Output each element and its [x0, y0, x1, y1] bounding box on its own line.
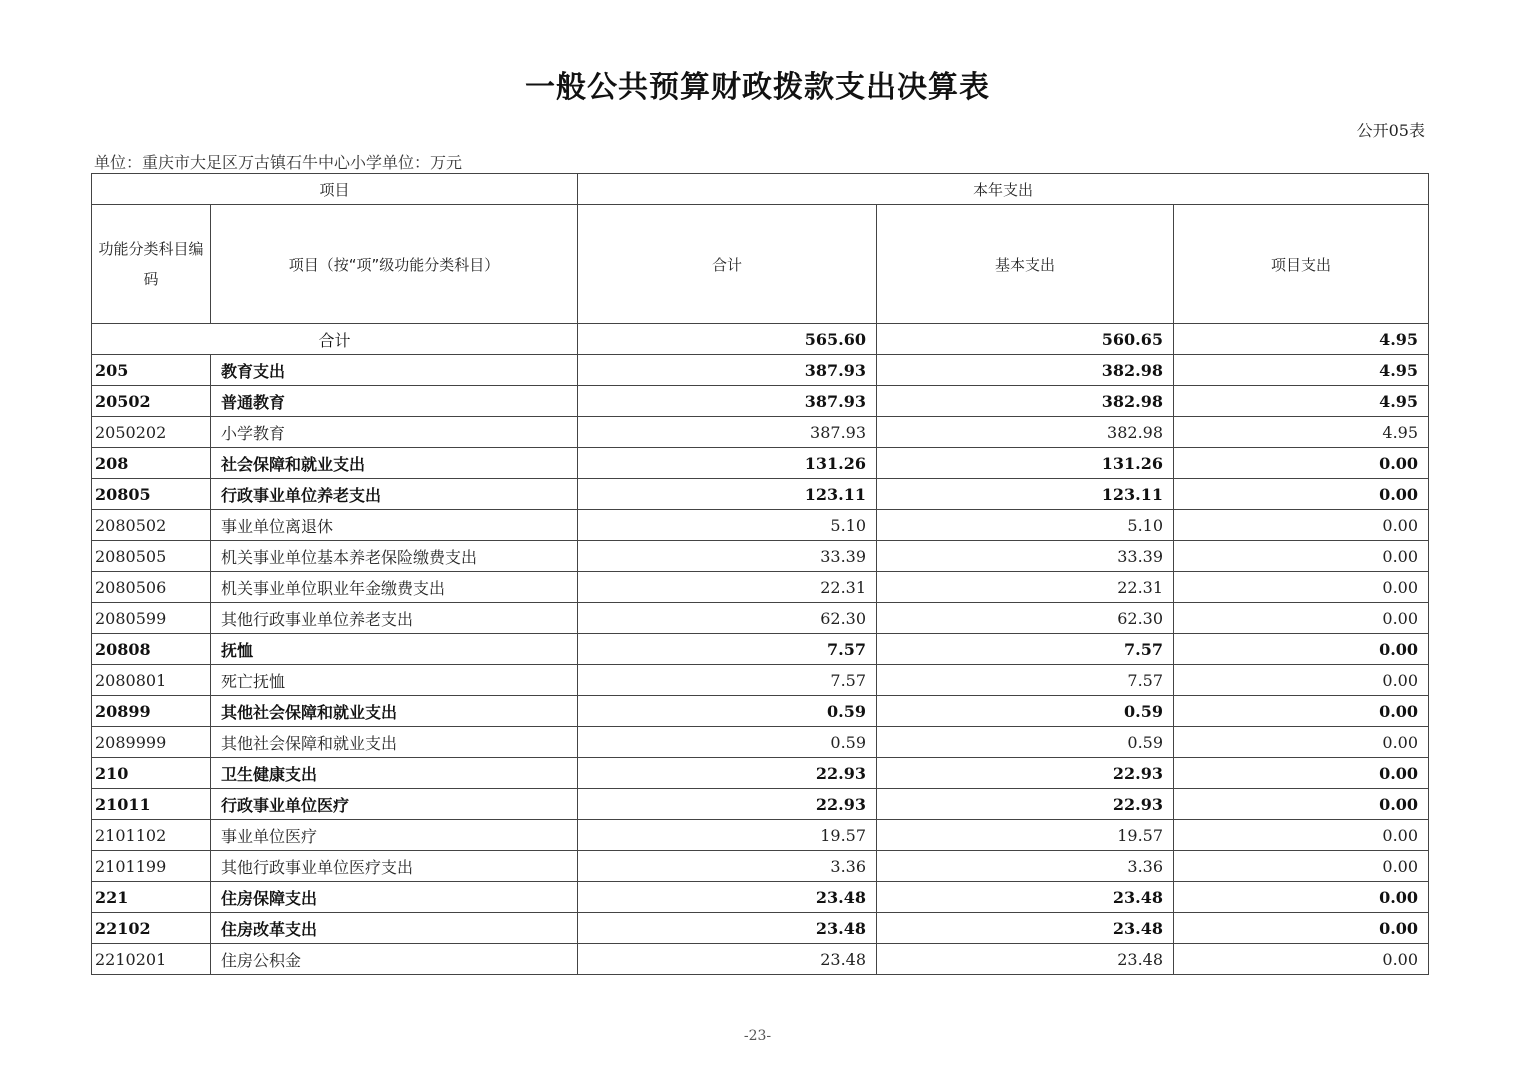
row-total: 23.48: [578, 944, 877, 975]
row-code: 20502: [92, 386, 211, 417]
row-code: 205: [92, 355, 211, 386]
row-name: 事业单位离退休: [211, 510, 578, 541]
table-row: [92, 541, 1429, 572]
form-number: 公开05表: [1356, 121, 1425, 140]
row-total: 19.57: [578, 820, 877, 851]
row-basic: 3.36: [877, 851, 1174, 882]
header-total: 合计: [578, 205, 877, 324]
table-row: [92, 851, 1429, 882]
row-basic: 382.98: [877, 355, 1174, 386]
row-project: 0.00: [1174, 913, 1429, 944]
row-basic: 382.98: [877, 386, 1174, 417]
table-row: [92, 386, 1429, 417]
row-total: 62.30: [578, 603, 877, 634]
table-row: [92, 448, 1429, 479]
row-basic: 22.31: [877, 572, 1174, 603]
row-code: 221: [92, 882, 211, 913]
table-row: [92, 603, 1429, 634]
row-name: 机关事业单位基本养老保险缴费支出: [211, 541, 578, 572]
table-row: [92, 479, 1429, 510]
row-project: 4.95: [1174, 355, 1429, 386]
row-code: 2080502: [92, 510, 211, 541]
row-project: 0.00: [1174, 851, 1429, 882]
header-code: 功能分类科目编码: [92, 205, 211, 324]
row-project: 0.00: [1174, 603, 1429, 634]
row-name: 死亡抚恤: [211, 665, 578, 696]
row-total: 7.57: [578, 665, 877, 696]
total-basic: 560.65: [877, 324, 1174, 355]
row-name: 住房保障支出: [211, 882, 578, 913]
row-code: 2050202: [92, 417, 211, 448]
row-total: 33.39: [578, 541, 877, 572]
row-basic: 7.57: [877, 665, 1174, 696]
row-code: 2210201: [92, 944, 211, 975]
header-project: 项目支出: [1174, 205, 1429, 324]
header-item-group: 项目: [92, 174, 578, 205]
row-total: 22.93: [578, 758, 877, 789]
row-total: 7.57: [578, 634, 877, 665]
row-code: 2080505: [92, 541, 211, 572]
total-row: [92, 324, 1429, 355]
row-basic: 62.30: [877, 603, 1174, 634]
row-project: 0.00: [1174, 758, 1429, 789]
row-basic: 5.10: [877, 510, 1174, 541]
row-total: 387.93: [578, 417, 877, 448]
page-number: -23-: [743, 1028, 772, 1044]
row-basic: 23.48: [877, 882, 1174, 913]
page-title: 一般公共预算财政拨款支出决算表: [525, 70, 990, 105]
table-row: [92, 820, 1429, 851]
row-total: 22.93: [578, 789, 877, 820]
row-total: 0.59: [578, 727, 877, 758]
row-project: 0.00: [1174, 634, 1429, 665]
row-project: 0.00: [1174, 820, 1429, 851]
row-project: 0.00: [1174, 541, 1429, 572]
row-basic: 33.39: [877, 541, 1174, 572]
row-name: 其他社会保障和就业支出: [211, 696, 578, 727]
row-total: 5.10: [578, 510, 877, 541]
row-name: 其他行政事业单位养老支出: [211, 603, 578, 634]
row-name: 住房公积金: [211, 944, 578, 975]
row-basic: 19.57: [877, 820, 1174, 851]
header-row-group: [92, 174, 1429, 205]
expenditure-table: [91, 173, 1429, 975]
row-total: 3.36: [578, 851, 877, 882]
row-name: 普通教育: [211, 386, 578, 417]
row-code: 2101199: [92, 851, 211, 882]
row-project: 0.00: [1174, 696, 1429, 727]
row-code: 2080599: [92, 603, 211, 634]
row-basic: 23.48: [877, 913, 1174, 944]
row-total: 23.48: [578, 913, 877, 944]
row-project: 0.00: [1174, 789, 1429, 820]
table-row: [92, 913, 1429, 944]
row-project: 0.00: [1174, 479, 1429, 510]
row-project: 0.00: [1174, 510, 1429, 541]
row-code: 20805: [92, 479, 211, 510]
row-code: 20808: [92, 634, 211, 665]
table-row: [92, 944, 1429, 975]
row-code: 21011: [92, 789, 211, 820]
row-basic: 23.48: [877, 944, 1174, 975]
row-project: 0.00: [1174, 882, 1429, 913]
unit-line: 单位：重庆市大足区万古镇石牛中心小学单位：万元: [94, 153, 463, 172]
row-name: 教育支出: [211, 355, 578, 386]
row-name: 卫生健康支出: [211, 758, 578, 789]
row-name: 其他社会保障和就业支出: [211, 727, 578, 758]
row-code: 2080801: [92, 665, 211, 696]
table-row: [92, 665, 1429, 696]
header-row-columns: [92, 205, 1429, 324]
row-project: 0.00: [1174, 665, 1429, 696]
table-row: [92, 789, 1429, 820]
row-code: 20899: [92, 696, 211, 727]
table-row: [92, 758, 1429, 789]
table-row: [92, 417, 1429, 448]
table-row: [92, 634, 1429, 665]
total-project: 4.95: [1174, 324, 1429, 355]
header-current-year-group: 本年支出: [578, 174, 1429, 205]
header-item-name: 项目（按“项”级功能分类科目）: [211, 205, 578, 324]
row-code: 22102: [92, 913, 211, 944]
row-total: 387.93: [578, 355, 877, 386]
row-total: 23.48: [578, 882, 877, 913]
row-basic: 22.93: [877, 758, 1174, 789]
row-project: 4.95: [1174, 417, 1429, 448]
total-sum: 565.60: [578, 324, 877, 355]
row-name: 小学教育: [211, 417, 578, 448]
row-basic: 22.93: [877, 789, 1174, 820]
row-name: 行政事业单位养老支出: [211, 479, 578, 510]
row-name: 事业单位医疗: [211, 820, 578, 851]
row-code: 210: [92, 758, 211, 789]
row-project: 0.00: [1174, 448, 1429, 479]
row-code: 2101102: [92, 820, 211, 851]
table-row: [92, 355, 1429, 386]
row-project: 0.00: [1174, 727, 1429, 758]
table-row: [92, 727, 1429, 758]
table-row: [92, 882, 1429, 913]
row-name: 机关事业单位职业年金缴费支出: [211, 572, 578, 603]
row-total: 22.31: [578, 572, 877, 603]
table-row: [92, 572, 1429, 603]
table-row: [92, 510, 1429, 541]
row-code: 2089999: [92, 727, 211, 758]
row-total: 387.93: [578, 386, 877, 417]
header-basic: 基本支出: [877, 205, 1174, 324]
row-basic: 7.57: [877, 634, 1174, 665]
row-total: 123.11: [578, 479, 877, 510]
row-project: 0.00: [1174, 572, 1429, 603]
row-name: 住房改革支出: [211, 913, 578, 944]
row-name: 社会保障和就业支出: [211, 448, 578, 479]
row-name: 抚恤: [211, 634, 578, 665]
row-total: 0.59: [578, 696, 877, 727]
row-name: 行政事业单位医疗: [211, 789, 578, 820]
row-basic: 131.26: [877, 448, 1174, 479]
row-code: 208: [92, 448, 211, 479]
table-row: [92, 696, 1429, 727]
total-label: 合计: [92, 324, 578, 355]
row-project: 4.95: [1174, 386, 1429, 417]
row-total: 131.26: [578, 448, 877, 479]
row-basic: 382.98: [877, 417, 1174, 448]
row-basic: 0.59: [877, 727, 1174, 758]
row-basic: 0.59: [877, 696, 1174, 727]
row-project: 0.00: [1174, 944, 1429, 975]
row-basic: 123.11: [877, 479, 1174, 510]
row-code: 2080506: [92, 572, 211, 603]
row-name: 其他行政事业单位医疗支出: [211, 851, 578, 882]
